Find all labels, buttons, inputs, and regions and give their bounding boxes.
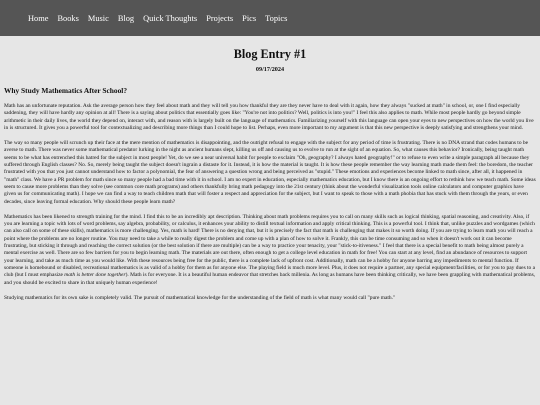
post-paragraph-text: Mathematics has been likened to strength training for the mind. I find this to be an incredibly apt description. Thinking about math problems requires you to call on many skills such as logical thinking, spatial reasoning, and creativity. Also, if you are learning a topic with lots of word problems, say algebra, probability, or calculus, it enhances your ability to distill textual information and apply critical thinking. This is a powerful tool. I think that, unlike puzzles and wordgames (which can also call on some of these skills), mathematics is more challenging. Yes, math is hard! There is no denying that, but it is precisely the fact that math is challenging that makes it so worth doing. If you are trying to learn math you will reach a point where the problems are no longer routine. You may need to take a while to really digest the problem and come up with a plan of how to solve it. Frankly, this can be time consuming and so when it doesn't work out it can become frustrating, but sticking it through and reaching the correct solution (or the best solution if there are multiple) can be a way to practice your tenacity, your "stick-to-itiveness." I feel that there is a special benefit to math being almost purely a mental exercise as well. There are so few barriers for you to begin learning math. The materials are out there, often enough to get a college level education in math for free! You can start at any level, find an abundance of resources to support your learning, and take as much time as you would like. With these resources being free for the public, there is a complete lack of upfront cost. Additionally, math can be a hobby for anyone barring any impediments to mental function. If someone is homebound or disabled, recreational mathematics is as valid of a hobby for them as for anyone else. The playing field is much more level. Plus, it does not require a partner, any special equipment/facilities, or for you to pay dues to a club (but I must emphasize [4, 213, 536, 279]
post-paragraph [4, 214, 536, 287]
nav-link-quick-thoughts[interactable]: Quick Thoughts [143, 13, 198, 23]
nav-link-topics[interactable]: Topics [265, 13, 288, 23]
nav-link-blog[interactable]: Blog [117, 13, 135, 23]
nav-link-projects[interactable]: Projects [206, 13, 234, 23]
post-paragraph: Studying mathematics for its own sake is completely valid. The pursuit of mathematical knowledge for the understanding of the field of math is what many would call "pure math." [4, 294, 396, 301]
post-paragraph: Math has an unfortunate reputation. Ask the average person how they feel about math and they will tell you how thankful they are they never have to deal with it again, how they always "sucked at math" in school, or, one I find especially saddening, they will have hardly any opinion at all! There is a saying about politics that essentially goes like: "You're not into politics? Well, politics is into you!" I feel this also applies to math. While most people hardly go beyond simple arithmetic in their daily lives, the world they depend on, interact with, and reason with is largely built on the language of mathematics. Familiarizing yourself with this language can open your eyes to new perspectives on how the world you live in is structured. It gives you a powerful tool for contextualizing and describing more things than I could hope to list. Perhaps, even more important to my argument is that this new perspective is deeply satisfying and strengthens your mind. [4, 103, 534, 131]
blog-post [4, 36, 536, 302]
post-title: Blog Entry #1 [233, 47, 307, 61]
nav-link-home[interactable]: Home [28, 13, 49, 23]
post-paragraph-text: ). Math is for everyone. It is a beautiful human endeavor that stretches back millenia. As long as humans have been thinking critically, we have been grappling with mathematical problems, and you should be excited to share in that uniquely human experience! [4, 272, 536, 286]
post-heading: Why Study Mathematics After School? [4, 86, 128, 95]
top-nav-bar [0, 0, 540, 36]
post-paragraph-emphasis: math is better done together [64, 272, 126, 279]
nav-link-books[interactable]: Books [57, 13, 79, 23]
post-date: 09/17/2024 [255, 66, 285, 73]
nav-link-music[interactable]: Music [87, 13, 109, 23]
post-paragraph: The way so many people will scrunch up their face at the mere mention of mathematics is disappointing, and the outright refusal to engage with the subject for any period of time is frustrating. There is no DNA strand that codes humans to be averse to math. There was never some mathematical predator lurking in the night as ancient humans slept, killing us off and causing us to evolve to run at the sight of an equation. So, what causes this behavior? Ironically, being taught math seems to be what has entrenched this hatred for the subject in most people! Yet, do we see a near universal habit for people to exclaim "Oh, geography? I always hated geography!" or to refuse to even write a simple paragraph all because they suffered through English classes? No. So, merely being taught the subject doesn't ingrain a distaste for it. Instead, it is how the material is taught. It is how these people remember the way learning math made them feel: the boredom, the teacher frustrated with you that you just cannot understand how to factor a polynomial, the fear of answering a question wrong and being perceived as "stupid." These emotions and experiences become linked to math since, after all, it happened in "math" class. We have a PR problem for math since so many people had a bad time with it in school. I am no expert in education, especially mathematics education, but I know there is an ongoing effort to rethink how we teach math. Some ideas seem to cause more problems than they solve (see common core math programs) and others thankfully bring math pedagogy into the 21st century (think about the wonderful visualization tools online calculators and computer graphics have given us for communicating math). I hope we can find a way to teach children math that will foster a respect and appreciation for the subject, but I want to speak to those with a math phobia that has stuck with them through the years, or even decades, since leaving formal education. Why should these people learn math? [4, 140, 536, 205]
nav-link-pics[interactable]: Pics [242, 13, 257, 23]
